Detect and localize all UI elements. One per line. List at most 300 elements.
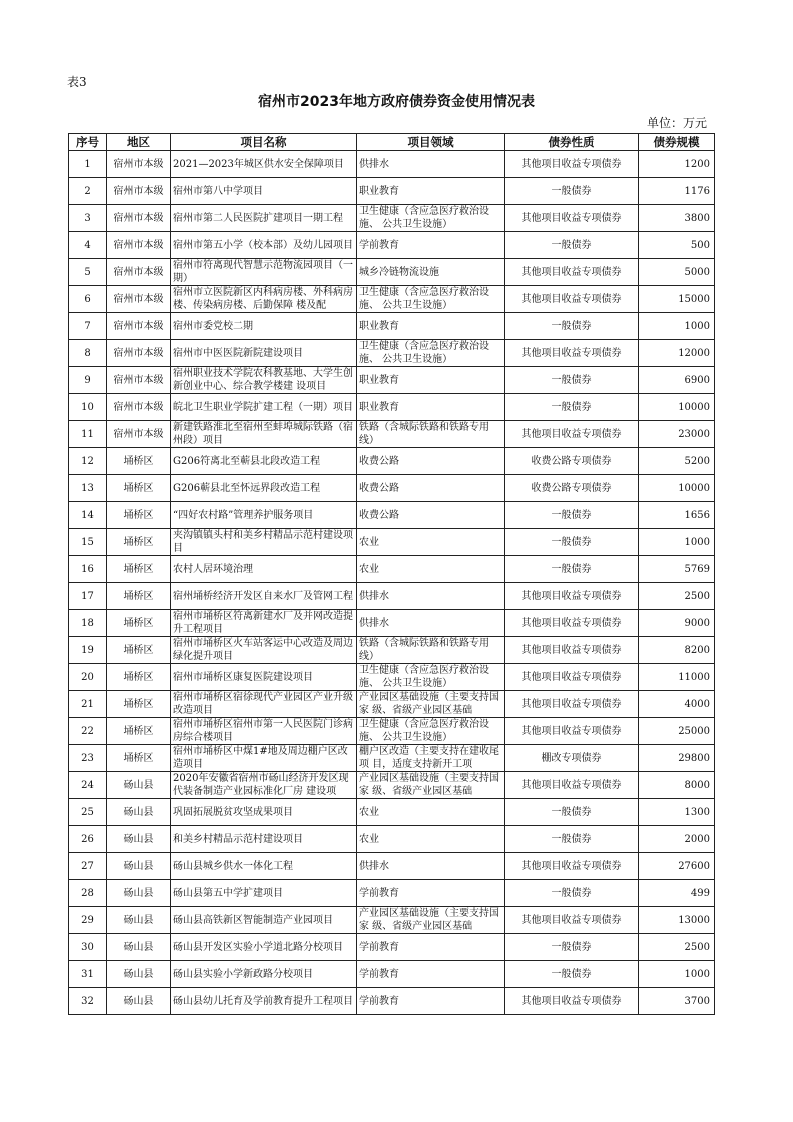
row-bond-scale-text: 1200 — [684, 158, 710, 170]
row-project-field — [357, 664, 505, 691]
row-project-name — [171, 313, 357, 340]
row-area — [107, 961, 171, 988]
row-project-name-text: 砀山县城乡供水一体化工程 — [173, 860, 293, 872]
row-bond-type — [505, 178, 639, 205]
table-row — [69, 826, 715, 853]
row-bond-type-text: 一般债券 — [551, 968, 592, 980]
row-project-name-text: 砀山县幼儿托育及学前教育提升工程项目 — [173, 995, 353, 1007]
row-area-text: 砀山县 — [123, 833, 154, 845]
row-bond-type — [505, 745, 639, 772]
row-bond-scale-text: 15000 — [678, 293, 710, 305]
table-row — [69, 988, 715, 1015]
table-row — [69, 637, 715, 664]
row-area-text: 宿州市本级 — [113, 374, 164, 386]
table-row — [69, 853, 715, 880]
row-bond-type — [505, 907, 639, 934]
table-row — [69, 610, 715, 637]
table-row — [69, 529, 715, 556]
row-bond-scale — [639, 583, 715, 610]
row-number — [69, 448, 107, 475]
row-bond-scale — [639, 286, 715, 313]
row-bond-type-text: 其他项目收益专项债券 — [521, 428, 622, 440]
row-bond-type — [505, 205, 639, 232]
row-bond-scale-text: 5769 — [684, 563, 710, 575]
row-bond-type — [505, 691, 639, 718]
row-project-field-text: 城乡冷链物流设施 — [359, 266, 439, 278]
row-area — [107, 178, 171, 205]
row-bond-scale-text: 10000 — [678, 401, 710, 413]
table-row — [69, 205, 715, 232]
row-bond-scale-text: 499 — [690, 887, 710, 899]
row-bond-type-text: 其他项目收益专项债券 — [521, 644, 622, 656]
row-bond-type — [505, 718, 639, 745]
row-bond-scale — [639, 502, 715, 529]
row-project-field-text: 农业 — [359, 536, 379, 548]
row-number-text: 11 — [81, 428, 94, 440]
row-bond-type — [505, 502, 639, 529]
row-area-text: 埇桥区 — [123, 509, 154, 521]
row-project-field — [357, 313, 505, 340]
row-bond-type — [505, 853, 639, 880]
row-bond-type-text: 其他项目收益专项债券 — [521, 617, 622, 629]
row-project-field — [357, 394, 505, 421]
row-area — [107, 637, 171, 664]
row-number-text: 21 — [81, 698, 94, 710]
row-project-field — [357, 502, 505, 529]
header-area: 地区 — [107, 134, 171, 151]
row-project-name — [171, 583, 357, 610]
row-project-field-text: 农业 — [359, 806, 379, 818]
row-number — [69, 853, 107, 880]
row-number — [69, 178, 107, 205]
row-bond-scale-text: 5200 — [684, 455, 710, 467]
row-number-text: 12 — [81, 455, 94, 467]
row-bond-type-text: 其他项目收益专项债券 — [521, 725, 622, 737]
row-project-name — [171, 286, 357, 313]
row-project-field — [357, 907, 505, 934]
row-project-name-text: 宿州市立医院新区内科病房楼、外科病房楼、传染病房楼、后勤保障 楼及配 — [173, 287, 353, 311]
header-bond-type: 债券性质 — [505, 134, 639, 151]
row-bond-type — [505, 448, 639, 475]
row-bond-type-text: 收费公路专项债券 — [531, 482, 612, 494]
row-project-field-text: 职业教育 — [359, 185, 399, 197]
row-number-text: 8 — [84, 347, 91, 359]
row-project-field-text: 收费公路 — [359, 509, 399, 521]
row-project-field — [357, 610, 505, 637]
header-bond-scale: 债券规模 — [639, 134, 715, 151]
row-number-text: 1 — [84, 158, 91, 170]
header-no: 序号 — [69, 134, 107, 151]
row-project-name — [171, 259, 357, 286]
row-bond-scale-text: 13000 — [678, 914, 710, 926]
row-area-text: 埇桥区 — [123, 725, 154, 737]
row-bond-type-text: 一般债券 — [551, 563, 592, 575]
row-project-field — [357, 961, 505, 988]
row-bond-scale — [639, 691, 715, 718]
row-number — [69, 475, 107, 502]
row-project-field-text: 供排水 — [359, 590, 389, 602]
row-bond-type-text: 其他项目收益专项债券 — [521, 914, 622, 926]
table-row — [69, 394, 715, 421]
row-number-text: 31 — [81, 968, 94, 980]
row-project-name — [171, 934, 357, 961]
row-number-text: 28 — [81, 887, 94, 899]
row-bond-type — [505, 988, 639, 1015]
row-number — [69, 259, 107, 286]
row-area-text: 砀山县 — [123, 995, 154, 1007]
row-area-text: 埇桥区 — [123, 482, 154, 494]
table-row — [69, 772, 715, 799]
row-project-name — [171, 745, 357, 772]
row-bond-type-text: 一般债券 — [551, 320, 592, 332]
row-number-text: 22 — [81, 725, 94, 737]
row-number-text: 14 — [81, 509, 94, 521]
row-project-name — [171, 529, 357, 556]
row-area — [107, 799, 171, 826]
row-number-text: 5 — [84, 266, 91, 278]
row-project-name — [171, 448, 357, 475]
row-project-name-text: 宿州市埇桥区火车站客运中心改造及周边绿化提升项目 — [173, 638, 353, 662]
row-project-name-text: 2021—2023年城区供水安全保障项目 — [173, 158, 344, 170]
row-area — [107, 475, 171, 502]
row-area-text: 砀山县 — [123, 806, 154, 818]
row-project-field-text: 供排水 — [359, 617, 389, 629]
row-number — [69, 313, 107, 340]
row-area-text: 埇桥区 — [123, 752, 154, 764]
row-project-field-text: 农业 — [359, 563, 379, 575]
header-project-name: 项目名称 — [171, 134, 357, 151]
row-bond-type — [505, 286, 639, 313]
row-number — [69, 988, 107, 1015]
row-number — [69, 637, 107, 664]
row-project-field-text: 学前教育 — [359, 995, 399, 1007]
row-project-field-text: 供排水 — [359, 860, 389, 872]
row-bond-type — [505, 934, 639, 961]
row-bond-type-text: 一般债券 — [551, 239, 592, 251]
table-row — [69, 961, 715, 988]
row-project-field-text: 棚户区改造（主要支持在建收尾项 目，适度支持新开工项 — [359, 746, 499, 770]
row-bond-type-text: 棚改专项债券 — [541, 752, 602, 764]
row-bond-type-text: 其他项目收益专项债券 — [521, 590, 622, 602]
row-bond-scale — [639, 610, 715, 637]
row-project-name-text: 砀山县实验小学新政路分校项目 — [173, 968, 313, 980]
row-number — [69, 340, 107, 367]
row-project-field-text: 学前教育 — [359, 239, 399, 251]
row-project-name-text: 宿州市第二人民医院扩建项目一期工程 — [173, 212, 343, 224]
row-bond-scale-text: 1300 — [684, 806, 710, 818]
row-project-name-text: 宿州市符离现代智慧示范物流园项目（一期） — [173, 260, 353, 284]
row-bond-scale-text: 1000 — [684, 536, 710, 548]
row-bond-scale — [639, 475, 715, 502]
row-bond-type — [505, 259, 639, 286]
bond-usage-table — [68, 133, 715, 1015]
row-bond-scale-text: 8000 — [684, 779, 710, 791]
row-project-name — [171, 907, 357, 934]
row-project-name — [171, 205, 357, 232]
row-project-name-text: 宿州市埇桥区康复医院建设项目 — [173, 671, 313, 683]
row-project-field — [357, 637, 505, 664]
row-bond-type-text: 一般债券 — [551, 887, 592, 899]
row-bond-scale — [639, 772, 715, 799]
row-project-name — [171, 151, 357, 178]
row-number-text: 17 — [81, 590, 94, 602]
row-area-text: 砀山县 — [123, 887, 154, 899]
row-bond-type — [505, 529, 639, 556]
row-project-name-text: 夹沟镇镇头村和美乡村精品示范村建设项目 — [173, 530, 353, 554]
row-area-text: 砀山县 — [123, 779, 154, 791]
row-number — [69, 529, 107, 556]
row-project-name — [171, 421, 357, 448]
row-number — [69, 826, 107, 853]
row-bond-scale-text: 3800 — [684, 212, 710, 224]
row-project-field — [357, 556, 505, 583]
row-bond-type — [505, 475, 639, 502]
row-area-text: 埇桥区 — [123, 617, 154, 629]
row-bond-scale-text: 8200 — [684, 644, 710, 656]
row-project-name — [171, 853, 357, 880]
row-number — [69, 556, 107, 583]
row-bond-scale — [639, 151, 715, 178]
row-number — [69, 583, 107, 610]
row-project-name — [171, 610, 357, 637]
table-row — [69, 502, 715, 529]
row-project-field-text: 学前教育 — [359, 968, 399, 980]
row-project-field — [357, 853, 505, 880]
row-project-name-text: 宿州市委党校二期 — [173, 320, 253, 332]
row-number-text: 26 — [81, 833, 94, 845]
table-label: 表3 — [67, 75, 87, 89]
row-bond-type — [505, 961, 639, 988]
row-bond-type — [505, 313, 639, 340]
row-project-name — [171, 799, 357, 826]
row-number-text: 30 — [81, 941, 94, 953]
row-area-text: 宿州市本级 — [113, 185, 164, 197]
row-bond-scale-text: 4000 — [684, 698, 710, 710]
row-number-text: 25 — [81, 806, 94, 818]
row-area-text: 砀山县 — [123, 860, 154, 872]
row-bond-scale-text: 23000 — [678, 428, 710, 440]
row-number — [69, 664, 107, 691]
row-area — [107, 826, 171, 853]
row-number — [69, 880, 107, 907]
row-bond-scale — [639, 529, 715, 556]
row-number — [69, 205, 107, 232]
unit-label: 单位：万元 — [646, 116, 707, 130]
row-bond-type-text: 一般债券 — [551, 833, 592, 845]
row-bond-scale — [639, 421, 715, 448]
row-bond-scale — [639, 448, 715, 475]
row-project-field-text: 供排水 — [359, 158, 389, 170]
row-bond-type-text: 其他项目收益专项债券 — [521, 995, 622, 1007]
row-bond-type — [505, 367, 639, 394]
row-project-name — [171, 232, 357, 259]
row-area-text: 埇桥区 — [123, 455, 154, 467]
row-area-text: 宿州市本级 — [113, 212, 164, 224]
row-number — [69, 394, 107, 421]
row-bond-type — [505, 826, 639, 853]
row-project-name — [171, 664, 357, 691]
row-project-field — [357, 151, 505, 178]
row-bond-scale — [639, 988, 715, 1015]
row-area — [107, 664, 171, 691]
row-area-text: 宿州市本级 — [113, 401, 164, 413]
row-number-text: 16 — [81, 563, 94, 575]
row-bond-scale-text: 5000 — [684, 266, 710, 278]
row-number-text: 9 — [84, 374, 91, 386]
row-area-text: 宿州市本级 — [113, 239, 164, 251]
row-project-field — [357, 826, 505, 853]
table-row — [69, 556, 715, 583]
row-project-field-text: 学前教育 — [359, 941, 399, 953]
row-number-text: 10 — [81, 401, 94, 413]
row-bond-type-text: 其他项目收益专项债券 — [521, 293, 622, 305]
row-number-text: 29 — [81, 914, 94, 926]
row-number — [69, 772, 107, 799]
row-project-name-text: 农村人居环境治理 — [173, 563, 253, 575]
document-title: 宿州市2023年地方政府债券资金使用情况表 — [258, 94, 535, 110]
row-project-name-text: 宿州市中医医院新院建设项目 — [173, 347, 303, 359]
row-number — [69, 232, 107, 259]
row-number-text: 15 — [81, 536, 94, 548]
row-bond-scale — [639, 313, 715, 340]
row-bond-type — [505, 583, 639, 610]
row-area-text: 宿州市本级 — [113, 158, 164, 170]
row-bond-scale — [639, 259, 715, 286]
row-area-text: 埇桥区 — [123, 536, 154, 548]
row-number-text: 3 — [84, 212, 91, 224]
row-bond-scale-text: 10000 — [678, 482, 710, 494]
row-bond-scale-text: 9000 — [684, 617, 710, 629]
row-project-name — [171, 502, 357, 529]
header-project-field: 项目领域 — [357, 134, 505, 151]
row-area — [107, 205, 171, 232]
row-project-name — [171, 988, 357, 1015]
row-project-field — [357, 205, 505, 232]
row-area-text: 砀山县 — [123, 941, 154, 953]
row-project-field — [357, 934, 505, 961]
row-project-field — [357, 448, 505, 475]
row-project-name-text: 宿州市埇桥区宿州市第一人民医院门诊病房综合楼项目 — [173, 719, 353, 743]
row-number-text: 6 — [84, 293, 91, 305]
row-number — [69, 286, 107, 313]
row-number — [69, 934, 107, 961]
row-project-name-text: G206符离北至蕲县北段改造工程 — [173, 455, 321, 467]
table-row — [69, 286, 715, 313]
row-project-name — [171, 826, 357, 853]
table-row — [69, 718, 715, 745]
row-number-text: 32 — [81, 995, 94, 1007]
row-project-field — [357, 772, 505, 799]
row-project-name — [171, 178, 357, 205]
row-project-name-text: 和美乡村精品示范村建设项目 — [173, 833, 303, 845]
row-project-field — [357, 529, 505, 556]
row-area — [107, 394, 171, 421]
row-project-field-text: 收费公路 — [359, 482, 399, 494]
table-row — [69, 745, 715, 772]
row-bond-scale — [639, 907, 715, 934]
row-bond-scale — [639, 394, 715, 421]
row-project-name-text: 2020年安徽省宿州市砀山经济开发区现代装备制造产业园标准化厂房 建设项 — [173, 773, 349, 797]
row-bond-scale — [639, 205, 715, 232]
row-bond-type — [505, 799, 639, 826]
row-area-text: 埇桥区 — [123, 698, 154, 710]
row-bond-type — [505, 637, 639, 664]
row-project-field-text: 卫生健康（含应急医疗救治设施、 公共卫生设施） — [359, 206, 489, 230]
row-bond-type-text: 一般债券 — [551, 509, 592, 521]
row-number-text: 4 — [84, 239, 91, 251]
row-area — [107, 988, 171, 1015]
table-row — [69, 178, 715, 205]
row-number-text: 20 — [81, 671, 94, 683]
row-area-text: 埇桥区 — [123, 671, 154, 683]
row-bond-type-text: 其他项目收益专项债券 — [521, 266, 622, 278]
row-bond-type-text: 一般债券 — [551, 374, 592, 386]
row-project-field-text: 卫生健康（含应急医疗救治设施、 公共卫生设施） — [359, 287, 489, 311]
row-project-name — [171, 394, 357, 421]
row-project-name-text: 宿州市第八中学项目 — [173, 185, 263, 197]
row-project-field — [357, 718, 505, 745]
row-area — [107, 232, 171, 259]
row-project-field-text: 铁路（含城际铁路和铁路专用线） — [359, 638, 489, 662]
row-bond-scale — [639, 178, 715, 205]
row-bond-scale — [639, 799, 715, 826]
row-area — [107, 907, 171, 934]
row-number — [69, 718, 107, 745]
row-project-name — [171, 340, 357, 367]
row-bond-scale — [639, 826, 715, 853]
table-row — [69, 232, 715, 259]
row-bond-scale-text: 27600 — [678, 860, 710, 872]
row-project-name — [171, 637, 357, 664]
table-row — [69, 313, 715, 340]
row-area — [107, 880, 171, 907]
row-bond-scale-text: 11000 — [678, 671, 710, 683]
row-area — [107, 853, 171, 880]
row-bond-type-text: 其他项目收益专项债券 — [521, 212, 622, 224]
row-project-field-text: 铁路（含城际铁路和铁路专用线） — [359, 422, 489, 446]
row-bond-type-text: 其他项目收益专项债券 — [521, 779, 622, 791]
row-project-name-text: 宿州埇桥经济开发区自来水厂及管网工程 — [173, 590, 353, 602]
row-bond-type-text: 其他项目收益专项债券 — [521, 158, 622, 170]
row-bond-scale-text: 2000 — [684, 833, 710, 845]
row-project-field-text: 卫生健康（含应急医疗救治设施、 公共卫生设施） — [359, 719, 489, 743]
row-project-name-text: 宿州市第五小学（校本部）及幼儿园项目 — [173, 239, 353, 251]
row-project-field — [357, 691, 505, 718]
row-bond-type-text: 其他项目收益专项债券 — [521, 698, 622, 710]
row-project-name-text: 巩固拓展脱贫攻坚成果项目 — [173, 806, 293, 818]
row-project-field — [357, 799, 505, 826]
row-area — [107, 583, 171, 610]
row-bond-type-text: 一般债券 — [551, 941, 592, 953]
row-area — [107, 421, 171, 448]
table-header — [69, 134, 715, 151]
table-row — [69, 880, 715, 907]
row-area — [107, 502, 171, 529]
row-bond-type-text: 一般债券 — [551, 185, 592, 197]
table-row — [69, 448, 715, 475]
row-bond-scale-text: 500 — [690, 239, 710, 251]
row-project-field-text: 收费公路 — [359, 455, 399, 467]
row-project-field-text: 产业园区基础设施（主要支持国家 级、省级产业园区基础 — [359, 908, 499, 932]
row-project-name-text: 皖北卫生职业学院扩建工程（一期）项目 — [173, 401, 353, 413]
row-project-field — [357, 880, 505, 907]
row-project-field — [357, 421, 505, 448]
row-bond-scale — [639, 232, 715, 259]
row-bond-type-text: 一般债券 — [551, 536, 592, 548]
row-number — [69, 610, 107, 637]
row-area-text: 砀山县 — [123, 968, 154, 980]
row-area-text: 埇桥区 — [123, 644, 154, 656]
